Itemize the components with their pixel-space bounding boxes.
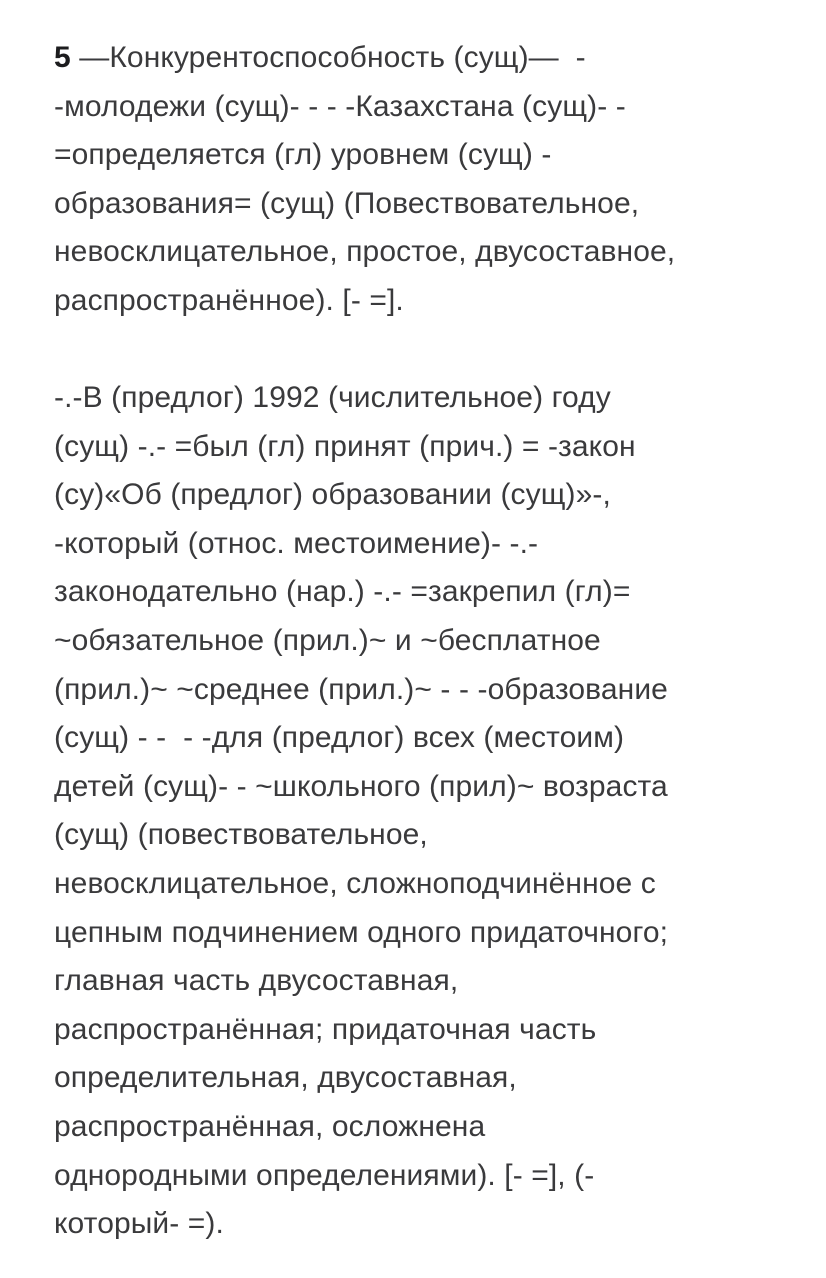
text-line: (прил.)~ ~среднее (прил.)~ - - -образование <box>54 672 668 706</box>
paragraph-sentence-5 <box>54 34 814 326</box>
text-line: определительная, двусоставная, <box>54 1061 517 1095</box>
text-line: законодательно (нар.) -.- =закрепил (гл)= <box>54 575 631 609</box>
text-line-content: —Конкурентоспособность (сущ)— - <box>70 41 586 74</box>
paragraph-sentence-1992 <box>54 374 814 1249</box>
text-line: главная часть двусоставная, <box>54 964 459 998</box>
text-line: образования= (сущ) (Повествовательное, <box>54 186 640 220</box>
text-line: (сущ) (повествовательное, <box>54 818 428 852</box>
text-line: =определяется (гл) уровнем (сущ) - <box>54 138 552 172</box>
text-line: цепным подчинением одного придаточного; <box>54 915 669 949</box>
text-line: ~обязательное (прил.)~ и ~бесплатное <box>54 623 601 657</box>
text-line: распространённое). [- =]. <box>54 283 404 317</box>
text-line: который- =). <box>54 1207 224 1241</box>
text-line: (сущ) - - - -для (предлог) всех (местоим) <box>54 721 625 755</box>
text-line: -молодежи (сущ)- - - -Казахстана (сущ)- - <box>54 89 626 123</box>
text-line <box>54 34 814 83</box>
text-line: детей (сущ)- - ~школьного (прил)~ возраста <box>54 769 668 803</box>
text-line: однородными определениями). [- =], (- <box>54 1158 595 1192</box>
text-line: -.-В (предлог) 1992 (числительное) году <box>54 381 611 414</box>
text-line: (су)«Об (предлог) образовании (сущ)»-, <box>54 478 611 512</box>
text-line: (сущ) -.- =был (гл) принят (прич.) = -закон <box>54 429 636 463</box>
text-line: невосклицательное, простое, двусоставное, <box>54 235 676 269</box>
text-line: распространённая, осложнена <box>54 1109 486 1143</box>
text-line: -который (относ. местоимение)- -.- <box>54 526 539 560</box>
text-line: распространённая; придаточная часть <box>54 1012 597 1046</box>
text-line: невосклицательное, сложноподчинённое с <box>54 866 656 900</box>
sentence-number: 5 <box>54 41 71 74</box>
